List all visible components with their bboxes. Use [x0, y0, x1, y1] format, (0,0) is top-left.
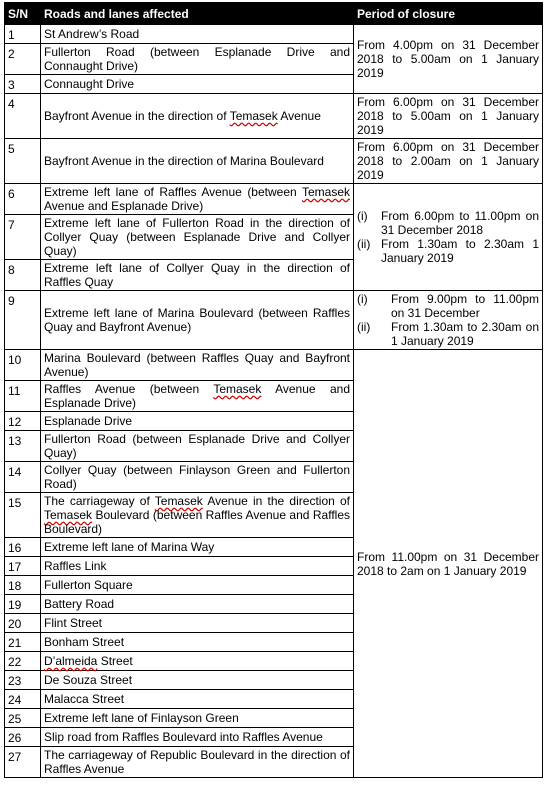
row-road: Malacca Street [41, 690, 354, 709]
period-list [357, 209, 539, 265]
period-list-item [357, 237, 539, 265]
period-item-text: From 9.00pm to 11.00pm on 31 December [391, 292, 539, 320]
row-sn: 16 [5, 538, 41, 557]
row-sn: 7 [5, 215, 41, 260]
period-cell: From 6.00pm on 31 December 2018 to 2.00am on 1 January 2019 [354, 139, 543, 184]
row-sn: 12 [5, 412, 41, 431]
row-road: The carriageway of Temasek Avenue in the direction of Temasek Boulevard (between Raffles Avenue and Raffles Boulevard) [41, 493, 354, 538]
row-road: Battery Road [41, 595, 354, 614]
row-sn: 25 [5, 709, 41, 728]
row-sn: 2 [5, 44, 41, 75]
period-cell: From 11.00pm on 31 December 2018 to 2am on 1 January 2019 [354, 350, 543, 778]
period-list-item [357, 320, 539, 348]
row-road: De Souza Street [41, 671, 354, 690]
period-item-text: From 1.30am to 2.30am on 1 January 2019 [391, 320, 539, 348]
row-road: Raffles Avenue (between Temasek Avenue and Esplanade Drive) [41, 381, 354, 412]
row-sn: 3 [5, 75, 41, 94]
period-cell [354, 184, 543, 291]
row-road: Bayfront Avenue in the direction of Temasek Avenue [41, 94, 354, 139]
row-road: Esplanade Drive [41, 412, 354, 431]
row-road: Extreme left lane of Collyer Quay in the direction of Raffles Quay [41, 260, 354, 291]
row-sn: 19 [5, 595, 41, 614]
row-sn: 17 [5, 557, 41, 576]
row-sn: 18 [5, 576, 41, 595]
table-row [5, 184, 543, 215]
row-sn: 6 [5, 184, 41, 215]
period-list [357, 292, 539, 348]
header-period: Period of closure [354, 3, 543, 25]
row-road: Connaught Drive [41, 75, 354, 94]
row-road: Extreme left lane of Raffles Avenue (between Temasek Avenue and Esplanade Drive) [41, 184, 354, 215]
row-road: Bayfront Avenue in the direction of Marina Boulevard [41, 139, 354, 184]
table-row [5, 94, 543, 139]
row-road: Extreme left lane of Fullerton Road in the direction of Collyer Quay (between Esplanade Drive and Collyer Quay) [41, 215, 354, 260]
table-row [5, 350, 543, 381]
row-sn: 9 [5, 291, 41, 350]
row-road: Fullerton Road (between Esplanade Drive and Connaught Drive) [41, 44, 354, 75]
row-sn: 14 [5, 462, 41, 493]
period-item-text: From 1.30am to 2.30am 1 January 2019 [381, 237, 539, 265]
row-road: Collyer Quay (between Finlayson Green and Fullerton Road) [41, 462, 354, 493]
period-list-item [357, 209, 539, 237]
period-item-number: (i) [357, 292, 368, 306]
row-sn: 24 [5, 690, 41, 709]
period-cell: From 6.00pm on 31 December 2018 to 5.00am on 1 January 2019 [354, 94, 543, 139]
table-row [5, 291, 543, 350]
period-item-number: (i) [357, 209, 368, 223]
period-item-number: (ii) [357, 320, 371, 334]
row-road: Extreme left lane of Finlayson Green [41, 709, 354, 728]
period-cell: From 4.00pm on 31 December 2018 to 5.00am on 1 January 2019 [354, 25, 543, 94]
row-sn: 4 [5, 94, 41, 139]
row-road: Slip road from Raffles Boulevard into Raffles Avenue [41, 728, 354, 747]
row-sn: 23 [5, 671, 41, 690]
row-sn: 5 [5, 139, 41, 184]
row-sn: 15 [5, 493, 41, 538]
header-sn: S/N [5, 3, 41, 25]
road-closure-table [4, 2, 543, 778]
table-row [5, 25, 543, 44]
row-road: D’almeida Street [41, 652, 354, 671]
row-road: Bonham Street [41, 633, 354, 652]
header-roads: Roads and lanes affected [41, 3, 354, 25]
row-sn: 26 [5, 728, 41, 747]
row-sn: 20 [5, 614, 41, 633]
period-list-item [357, 292, 539, 320]
row-sn: 11 [5, 381, 41, 412]
header-row [5, 3, 543, 25]
row-road: Extreme left lane of Marina Way [41, 538, 354, 557]
row-road: Fullerton Square [41, 576, 354, 595]
period-item-text: From 6.00pm to 11.00pm on 31 December 2018 [381, 209, 539, 237]
period-item-number: (ii) [357, 237, 371, 251]
row-road: St Andrew’s Road [41, 25, 354, 44]
period-cell [354, 291, 543, 350]
row-sn: 21 [5, 633, 41, 652]
row-sn: 10 [5, 350, 41, 381]
table-row [5, 139, 543, 184]
row-road: Marina Boulevard (between Raffles Quay and Bayfront Avenue) [41, 350, 354, 381]
row-sn: 8 [5, 260, 41, 291]
row-road: Extreme left lane of Marina Boulevard (between Raffles Quay and Bayfront Avenue) [41, 291, 354, 350]
row-road: Flint Street [41, 614, 354, 633]
row-sn: 27 [5, 747, 41, 778]
row-sn: 22 [5, 652, 41, 671]
row-road: The carriageway of Republic Boulevard in the direction of Raffles Avenue [41, 747, 354, 778]
row-road: Fullerton Road (between Esplanade Drive and Collyer Quay) [41, 431, 354, 462]
row-sn: 13 [5, 431, 41, 462]
row-road: Raffles Link [41, 557, 354, 576]
row-sn: 1 [5, 25, 41, 44]
